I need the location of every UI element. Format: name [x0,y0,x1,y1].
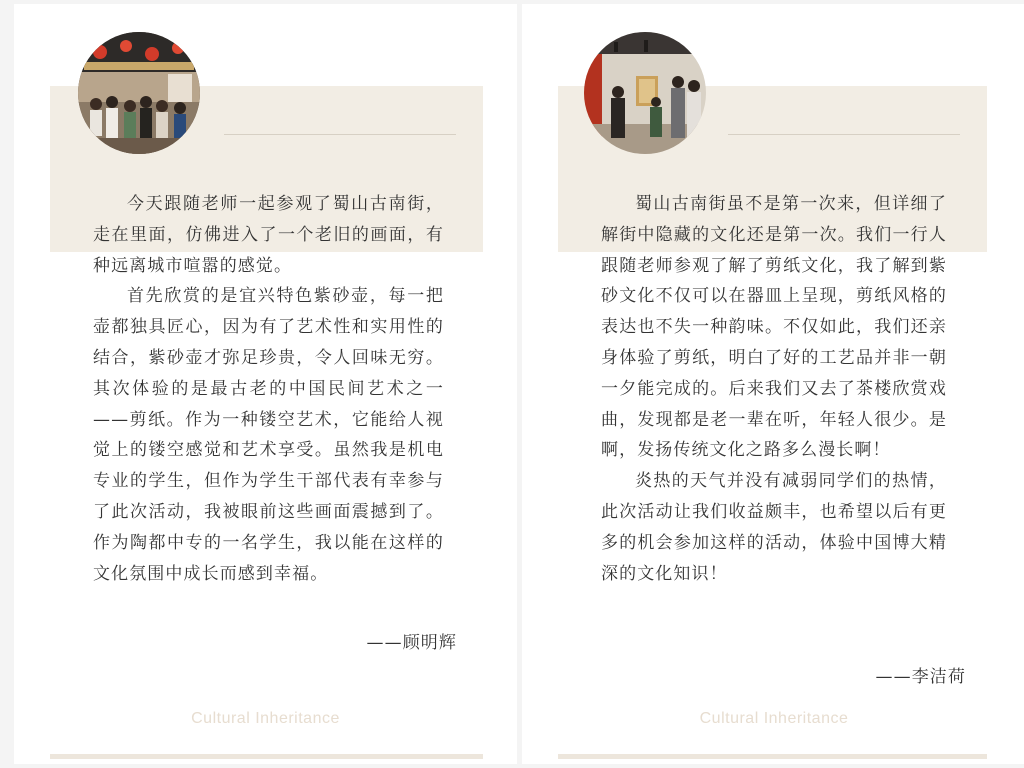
footer-caption: Cultural Inheritance [699,710,849,727]
paragraph: 蜀山古南街虽不是第一次来，但详细了解街中隐藏的文化还是第一次。我们一行人跟随老师参观了解了剪纸文化，我了解到紫砂文化不仅可以在器皿上呈现，剪纸风格的表达也不失一种韵味。不仅如此，我们还亲身体验了剪纸，明白了好的工艺品并非一朝一夕能完成的。后来我们又去了茶楼欣赏戏曲，发现都是老一辈在听，年轻人很少。是啊，发扬传统文化之路多么漫长啊！ [601,194,947,461]
footer-caption: Cultural Inheritance [191,710,340,727]
article-body [601,189,947,589]
group-visit-photo [78,32,200,154]
bottom-bar [558,754,987,759]
paragraph: 炎热的天气并没有减弱同学们的热情，此次活动让我们收益颇丰，也希望以后有更多的机会参加这样的活动，体验中国博大精深的文化知识！ [601,471,947,584]
author-signature: ——顾明辉 [366,633,457,653]
paragraph: 首先欣赏的是宜兴特色紫砂壶，每一把壶都独具匠心，因为有了艺术性和实用性的结合，紫砂壶才弥足珍贵，令人回味无穷。其次体验的是最古老的中国民间艺术之一 ——剪纸。作为一种镂空艺术，它能给人视觉上的镂空感觉和艺术享受。虽然我是机电专业的学生，但作为学生干部代表有幸参与了此次活动，我被眼前这些画面震撼到了。作为陶都中专的一名学生，我以能在这样的文化氛围中成长而感到幸福。 [93,286,444,584]
bottom-bar [50,754,483,759]
photo-illustration [584,32,706,154]
gallery-visit-photo [584,32,706,154]
right-article-card [522,4,1024,764]
left-article-card [14,4,517,764]
article-body [93,189,444,589]
header-divider-line [728,134,960,135]
photo-illustration [78,32,200,154]
author-signature: ——李洁荷 [875,667,966,687]
paragraph: 今天跟随老师一起参观了蜀山古南街，走在里面，仿佛进入了一个老旧的画面，有种远离城市喧嚣的感觉。 [93,194,444,276]
header-divider-line [224,134,456,135]
